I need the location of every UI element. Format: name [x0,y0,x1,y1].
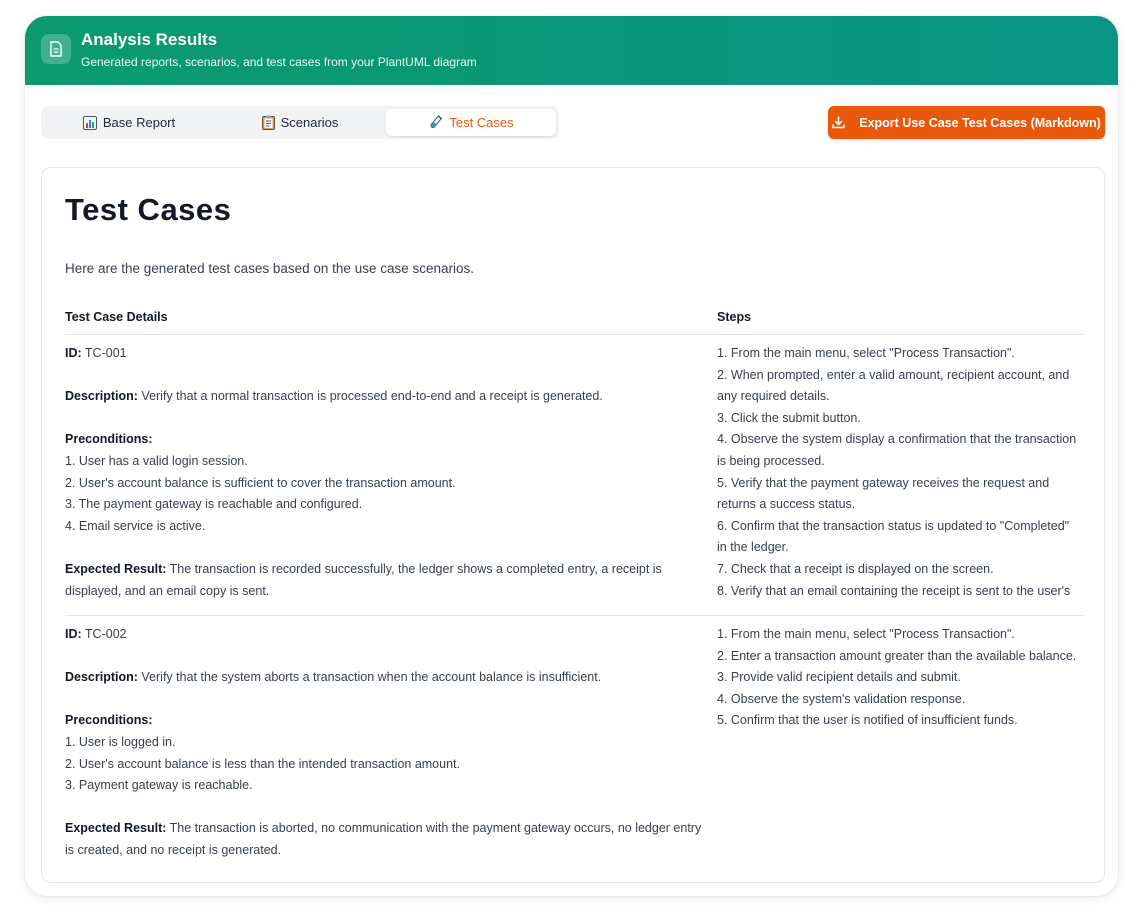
step-item: is being processed. [717,453,825,468]
precondition-item: 2. User's account balance is sufficient to cover the transaction amount. [65,475,456,490]
step-item: any required details. [717,389,830,404]
tab-label: Test Cases [449,115,514,130]
preconditions-label: Preconditions: [65,713,153,728]
download-icon [832,116,845,129]
step-item: returns a success status. [717,497,856,512]
step-item: 6. Confirm that the transaction status is updated to "Completed" [717,518,1070,533]
document-icon [41,34,71,64]
step-item: 5. Confirm that the user is notified of insufficient funds. [717,713,1018,728]
table-row-details [65,624,705,862]
tab-bar [41,106,559,139]
expected-result-label: Expected Result: [65,821,167,836]
preconditions-label: Preconditions: [65,432,153,447]
expected-result-text-cont: is created, and no receipt is generated. [65,842,282,857]
table-row-steps [717,343,1087,603]
table-row-details [65,343,705,602]
id-label: ID: [65,346,82,360]
column-header-steps: Steps [717,310,752,324]
export-markdown-button[interactable] [828,106,1105,139]
column-header-details: Test Case Details [65,310,168,324]
export-button-label: Export Use Case Test Cases (Markdown) [859,115,1101,130]
step-item: 1. From the main menu, select "Process Transaction". [717,346,1015,360]
analysis-results-card [25,16,1118,896]
step-item: 5. Verify that the payment gateway receives the request and [717,475,1050,490]
step-item: 8. Verify that an email containing the receipt is sent to the user's [717,583,1071,598]
bar-chart-icon [83,116,97,130]
header-subtitle: Generated reports, scenarios, and test cases from your PlantUML diagram [81,55,477,69]
expected-result-text-cont: displayed, and an email copy is sent. [65,583,270,598]
step-item: 2. When prompted, enter a valid amount, recipient account, and [717,367,1070,382]
header-divider [65,334,1083,335]
tab-base-report[interactable] [44,109,214,136]
results-header [25,16,1118,85]
tab-scenarios[interactable] [215,109,385,136]
expected-result-text: The transaction is aborted, no communication with the payment gateway occurs, no ledger entry [169,821,702,836]
page-title: Test Cases [65,192,232,227]
step-item: 4. Observe the system's validation response. [717,691,966,706]
tab-label: Base Report [102,115,176,130]
description-label: Description: [65,670,138,685]
test-case-description: Verify that the system aborts a transaction when the account balance is insufficient. [141,670,602,685]
tab-test-cases[interactable] [386,109,556,136]
clipboard-icon [262,115,275,130]
intro-text: Here are the generated test cases based on the use case scenarios. [65,261,475,276]
step-item: 2. Enter a transaction amount greater than the available balance. [717,648,1077,663]
description-label: Description: [65,389,138,404]
id-label: ID: [65,627,82,641]
expected-result-text: The transaction is recorded successfully, the ledger shows a completed entry, a receipt is [169,561,662,576]
header-title: Analysis Results [81,30,218,49]
test-case-description: Verify that a normal transaction is processed end-to-end and a receipt is generated. [141,389,603,404]
test-cases-panel [41,167,1105,883]
precondition-item: 3. The payment gateway is reachable and configured. [65,497,363,512]
precondition-item: 2. User's account balance is less than the intended transaction amount. [65,756,460,771]
step-item: 7. Check that a receipt is displayed on the screen. [717,561,994,576]
step-item: 3. Click the submit button. [717,410,861,425]
test-case-id: TC-001 [84,346,127,360]
table-row-steps [717,624,1087,732]
step-item: 3. Provide valid recipient details and submit. [717,670,961,685]
test-tube-icon [428,115,443,130]
tab-label: Scenarios [280,115,339,130]
precondition-item: 3. Payment gateway is reachable. [65,778,253,793]
row-divider [65,615,1083,616]
step-item: in the ledger. [717,540,789,555]
test-case-id: TC-002 [84,627,127,641]
expected-result-label: Expected Result: [65,561,167,576]
step-item: 4. Observe the system display a confirmation that the transaction [717,432,1077,447]
precondition-item: 4. Email service is active. [65,518,206,533]
step-item: 1. From the main menu, select "Process Transaction". [717,627,1015,641]
precondition-item: 1. User has a valid login session. [65,453,248,468]
precondition-item: 1. User is logged in. [65,734,176,749]
